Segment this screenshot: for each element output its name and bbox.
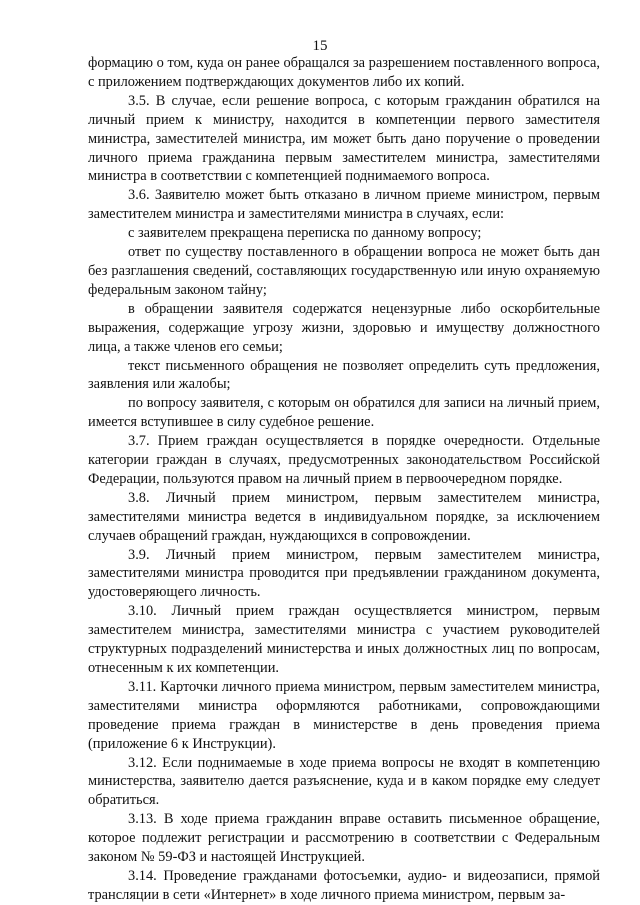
paragraph-3-9: 3.9. Личный прием министром, первым заместителем министра, заместителями министра проводится при предъявлении гражданином документа, удостоверяющего личность.: [88, 546, 600, 601]
paragraph-3-10: 3.10. Личный прием граждан осуществляется министром, первым заместителем министра, заместителями министра с участием руководителей структурных подразделений министерства и иных должностных лиц по вопросам, отнесенным к их компетенции.: [88, 603, 600, 676]
paragraph-3-6-item-2: ответ по существу поставленного в обращении вопроса не может быть дан без разглашения сведений, составляющих государственную или иную охраняемую федеральным законом тайну;: [88, 244, 600, 298]
paragraph-3-6-item-4: текст письменного обращения не позволяет определить суть предложения, заявления или жалобы;: [88, 357, 600, 393]
page-body: [88, 54, 600, 905]
page-number: 15: [312, 38, 328, 54]
paragraph-3-7: 3.7. Прием граждан осуществляется в порядке очередности. Отдельные категории граждан в случаях, предусмотренных законодательством Российской Федерации, пользуются правом на личный прием в первоочередном порядке.: [88, 433, 600, 487]
paragraph-3-13: 3.13. В ходе приема гражданин вправе оставить письменное обращение, которое подлежит регистрации и рассмотрению в соответствии с Федеральным законом № 59-ФЗ и настоящей Инструкцией.: [88, 811, 600, 866]
paragraph-3-6-item-3: в обращении заявителя содержатся нецензурные либо оскорбительные выражения, содержащие угрозу жизни, здоровью и имуществу должностного лица, а также членов его семьи;: [88, 300, 600, 355]
paragraph-3-12: 3.12. Если поднимаемые в ходе приема вопросы не входят в компетенцию министерства, заявителю дается разъяснение, куда и в каком порядке ему следует обратиться.: [88, 754, 600, 809]
paragraph-3-6-item-1: с заявителем прекращена переписка по данному вопросу;: [128, 225, 482, 242]
paragraph-3-11: 3.11. Карточки личного приема министром, первым заместителем министра, заместителями министра оформляются работниками, сопровождающими проведение приема граждан в министерстве в день проведения приема (приложение 6 к Инструкции).: [88, 678, 600, 752]
paragraph-3-6-item-5: по вопросу заявителя, с которым он обратился для записи на личный прием, имеется вступившее в силу судебное решение.: [88, 395, 600, 431]
paragraph-3-6: 3.6. Заявителю может быть отказано в личном приеме министром, первым заместителем министра и заместителями министра в случаях, если:: [88, 187, 600, 223]
paragraph-continuation: формацию о том, куда он ранее обращался за разрешением поставленного вопроса, с приложением подтверждающих документов либо их копий.: [88, 55, 600, 90]
paragraph-3-8: 3.8. Личный прием министром, первым заместителем министра, заместителями министра ведется в индивидуальном порядке, за исключением случаев обращений граждан, нуждающихся в сопровождении.: [88, 489, 600, 544]
paragraph-3-5: 3.5. В случае, если решение вопроса, с которым гражданин обратился на личный прием к министру, находится в компетенции первого заместителя министра, заместителей министра, им может быть дано поручение о проведении личного приема гражданина первым заместителем министра, заместителями министра в соответствии с компетенцией поднимаемого вопроса.: [88, 92, 600, 185]
paragraph-3-14: 3.14. Проведение гражданами фотосъемки, аудио- и видеозаписи, прямой трансляции в сети «Интернет» в ходе личного приема министром, первым за-: [88, 867, 600, 903]
